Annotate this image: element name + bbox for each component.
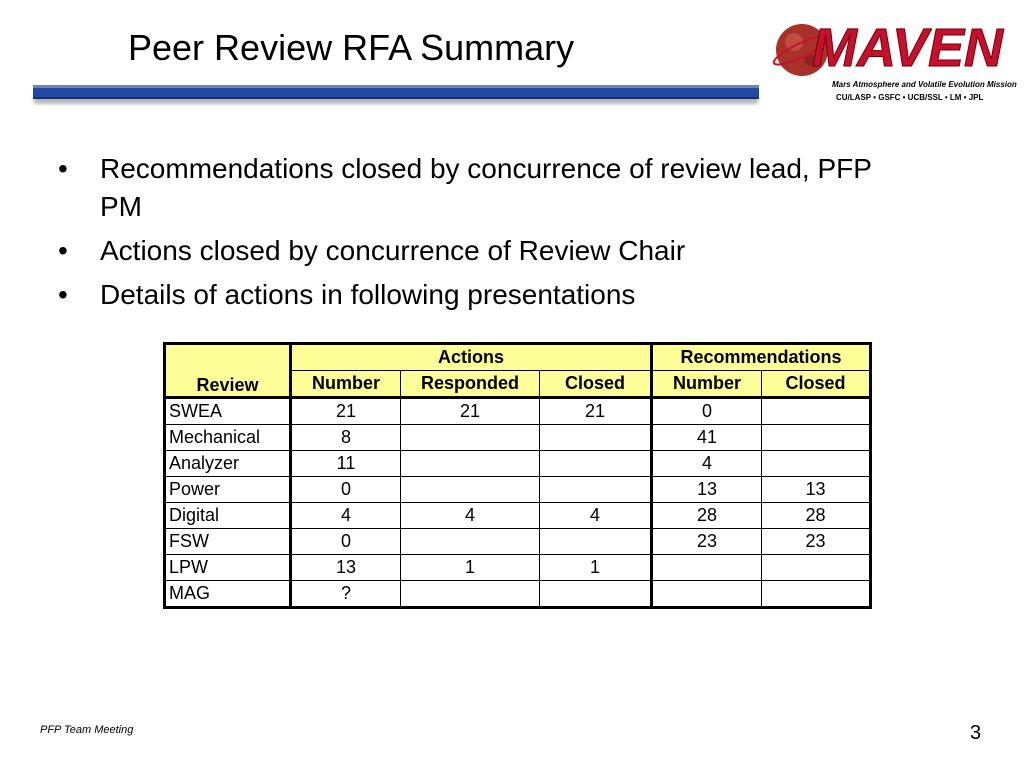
actions-number-cell: 11 bbox=[291, 451, 401, 477]
review-header: Review bbox=[165, 344, 291, 398]
page-number: 3 bbox=[970, 722, 982, 744]
actions-responded-cell: 4 bbox=[401, 503, 540, 529]
actions-responded-cell: 1 bbox=[401, 555, 540, 581]
recommendations-closed-cell: 23 bbox=[762, 529, 871, 555]
bullet-item bbox=[58, 232, 908, 270]
review-name-cell: LPW bbox=[165, 555, 291, 581]
review-name-cell: Digital bbox=[165, 503, 291, 529]
bullet-item bbox=[58, 276, 908, 314]
actions-number-cell: 0 bbox=[291, 477, 401, 503]
actions-closed-cell bbox=[540, 451, 652, 477]
recommendations-closed-cell bbox=[762, 451, 871, 477]
table-group-header-row bbox=[165, 344, 871, 371]
recommendations-closed-cell bbox=[762, 581, 871, 608]
recommendations-number-header: Number bbox=[652, 371, 762, 398]
actions-closed-cell bbox=[540, 477, 652, 503]
recommendations-closed-cell bbox=[762, 425, 871, 451]
table-row bbox=[165, 451, 871, 477]
table-row bbox=[165, 477, 871, 503]
actions-header: Actions bbox=[291, 344, 652, 371]
rfa-summary-table bbox=[163, 342, 872, 609]
actions-number-cell: 13 bbox=[291, 555, 401, 581]
recommendations-number-cell: 41 bbox=[652, 425, 762, 451]
bullet-text: Recommendations closed by concurrence of review lead, PFP PM bbox=[100, 153, 872, 222]
recommendations-number-cell: 23 bbox=[652, 529, 762, 555]
bullet-text: Details of actions in following presentations bbox=[100, 279, 636, 310]
recommendations-number-cell: 4 bbox=[652, 451, 762, 477]
actions-closed-header: Closed bbox=[540, 371, 652, 398]
logo-wordmark: MAVEN bbox=[812, 18, 1004, 78]
actions-responded-cell bbox=[401, 451, 540, 477]
review-name-cell: Mechanical bbox=[165, 425, 291, 451]
actions-number-header: Number bbox=[291, 371, 401, 398]
actions-number-cell: 0 bbox=[291, 529, 401, 555]
title-underline-bar bbox=[33, 85, 759, 99]
review-name-cell: Power bbox=[165, 477, 291, 503]
bullet-glyph: • bbox=[58, 279, 68, 310]
review-name-cell: SWEA bbox=[165, 398, 291, 425]
actions-closed-cell bbox=[540, 581, 652, 608]
actions-number-cell: 8 bbox=[291, 425, 401, 451]
actions-closed-cell: 1 bbox=[540, 555, 652, 581]
review-name-cell: Analyzer bbox=[165, 451, 291, 477]
actions-number-cell: 21 bbox=[291, 398, 401, 425]
bullet-item bbox=[58, 150, 908, 226]
footer-meeting-name: PFP Team Meeting bbox=[40, 724, 134, 736]
maven-logo bbox=[772, 10, 1017, 110]
actions-responded-cell bbox=[401, 529, 540, 555]
recommendations-closed-cell bbox=[762, 555, 871, 581]
recommendations-number-cell: 13 bbox=[652, 477, 762, 503]
actions-responded-cell bbox=[401, 581, 540, 608]
table-row bbox=[165, 581, 871, 608]
actions-number-cell: ? bbox=[291, 581, 401, 608]
actions-responded-header: Responded bbox=[401, 371, 540, 398]
table-row bbox=[165, 398, 871, 425]
recommendations-closed-cell bbox=[762, 398, 871, 425]
actions-responded-cell: 21 bbox=[401, 398, 540, 425]
review-name-cell: MAG bbox=[165, 581, 291, 608]
recommendations-closed-header: Closed bbox=[762, 371, 871, 398]
table-row bbox=[165, 425, 871, 451]
table-row bbox=[165, 503, 871, 529]
table-row bbox=[165, 529, 871, 555]
recommendations-number-cell bbox=[652, 555, 762, 581]
bullet-list bbox=[58, 150, 908, 320]
recommendations-closed-cell: 28 bbox=[762, 503, 871, 529]
recommendations-number-cell bbox=[652, 581, 762, 608]
actions-number-cell: 4 bbox=[291, 503, 401, 529]
review-name-cell: FSW bbox=[165, 529, 291, 555]
recommendations-number-cell: 0 bbox=[652, 398, 762, 425]
bullet-glyph: • bbox=[58, 153, 68, 184]
actions-closed-cell: 4 bbox=[540, 503, 652, 529]
actions-closed-cell bbox=[540, 425, 652, 451]
logo-subtitle: Mars Atmosphere and Volatile Evolution Mission bbox=[832, 80, 1017, 89]
logo-partners: CU/LASP • GSFC • UCB/SSL • LM • JPL bbox=[836, 93, 984, 102]
actions-closed-cell bbox=[540, 529, 652, 555]
slide-title: Peer Review RFA Summary bbox=[128, 27, 575, 68]
recommendations-closed-cell: 13 bbox=[762, 477, 871, 503]
actions-responded-cell bbox=[401, 477, 540, 503]
actions-responded-cell bbox=[401, 425, 540, 451]
recommendations-header: Recommendations bbox=[652, 344, 871, 371]
table-row bbox=[165, 555, 871, 581]
bullet-text: Actions closed by concurrence of Review Chair bbox=[100, 235, 686, 266]
maven-logo-graphic bbox=[772, 10, 1006, 80]
recommendations-number-cell: 28 bbox=[652, 503, 762, 529]
actions-closed-cell: 21 bbox=[540, 398, 652, 425]
bullet-glyph: • bbox=[58, 235, 68, 266]
